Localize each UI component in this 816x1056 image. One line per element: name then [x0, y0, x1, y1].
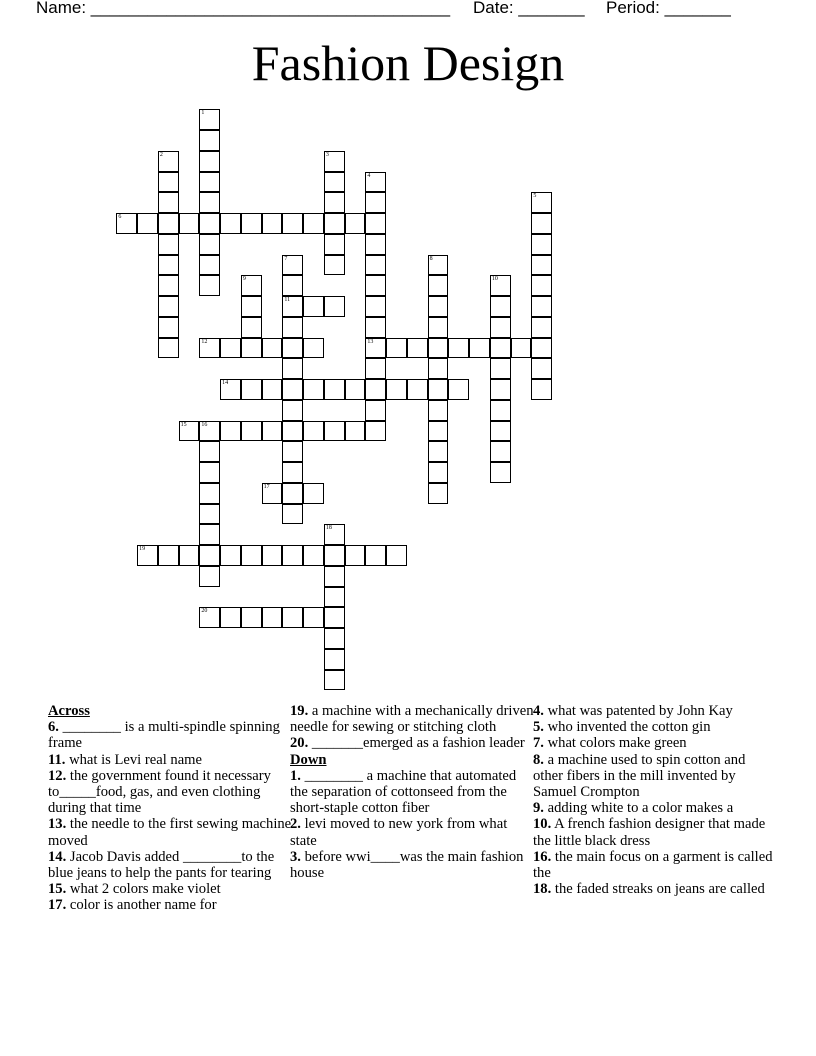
clue-number: 18 — [325, 525, 332, 532]
crossword-cell[interactable] — [282, 483, 303, 504]
clue-number: 13. — [48, 816, 67, 833]
name-field[interactable]: Name: ______________________________________ — [36, 0, 451, 17]
clue-across — [48, 719, 293, 751]
crossword-cell[interactable] — [303, 545, 324, 566]
crossword-cell[interactable] — [490, 358, 511, 379]
clue-number: 15 — [180, 421, 187, 428]
crossword-cell[interactable] — [199, 338, 220, 359]
crossword-cell[interactable] — [365, 255, 386, 276]
clue-text: the needle to the first sewing machine moved — [48, 816, 292, 849]
clue-down — [533, 752, 773, 801]
crossword-cell[interactable] — [282, 462, 303, 483]
crossword-cell[interactable] — [241, 213, 262, 234]
clue-number: 2. — [290, 816, 301, 833]
crossword-cell[interactable] — [469, 338, 490, 359]
crossword-cell[interactable] — [386, 545, 407, 566]
crossword-cell[interactable] — [158, 296, 179, 317]
crossword-cell[interactable] — [324, 192, 345, 213]
crossword-cell[interactable] — [531, 358, 552, 379]
crossword-cell[interactable] — [365, 317, 386, 338]
clue-number: 14. — [48, 848, 67, 865]
crossword-cell[interactable] — [262, 379, 283, 400]
clue-number: 11. — [48, 751, 66, 768]
down-heading: Down — [290, 751, 327, 768]
crossword-cell[interactable] — [324, 379, 345, 400]
crossword-cell[interactable] — [428, 338, 449, 359]
crossword-cell[interactable] — [448, 379, 469, 400]
clue-number: 12. — [48, 767, 67, 784]
crossword-cell[interactable] — [158, 275, 179, 296]
crossword-cell[interactable] — [262, 421, 283, 442]
crossword-cell[interactable] — [531, 234, 552, 255]
clue-number: 6 — [118, 214, 122, 221]
crossword-cell[interactable] — [303, 421, 324, 442]
clue-text: who invented the cotton gin — [543, 719, 711, 736]
crossword-cell[interactable] — [345, 545, 366, 566]
clue-number: 9. — [533, 800, 544, 817]
crossword-cell[interactable] — [158, 234, 179, 255]
crossword-cell[interactable] — [324, 151, 345, 172]
clue-number: 1 — [201, 110, 205, 117]
crossword-cell[interactable] — [282, 504, 303, 525]
crossword-cell[interactable] — [511, 338, 532, 359]
clue-number: 16. — [533, 848, 552, 865]
crossword-cell[interactable] — [199, 255, 220, 276]
crossword-cell[interactable] — [448, 338, 469, 359]
crossword-cell[interactable] — [262, 545, 283, 566]
crossword-cell[interactable] — [199, 192, 220, 213]
crossword-cell[interactable] — [199, 524, 220, 545]
crossword-cell[interactable] — [158, 255, 179, 276]
clue-across — [48, 849, 293, 881]
crossword-cell[interactable] — [365, 400, 386, 421]
crossword-cell[interactable] — [241, 338, 262, 359]
clue-down — [533, 735, 773, 751]
clue-text: levi moved to new york from what state — [290, 816, 508, 849]
crossword-cell[interactable] — [407, 379, 428, 400]
crossword-cell[interactable] — [428, 379, 449, 400]
crossword-cell[interactable] — [531, 379, 552, 400]
crossword-cell[interactable] — [324, 172, 345, 193]
clue-number: 18. — [533, 881, 552, 898]
crossword-cell[interactable] — [324, 255, 345, 276]
crossword-cell[interactable] — [386, 379, 407, 400]
clue-column-3 — [533, 703, 773, 897]
crossword-cell[interactable] — [137, 545, 158, 566]
crossword-cell[interactable] — [158, 192, 179, 213]
clue-number: 4. — [533, 703, 544, 719]
crossword-cell[interactable] — [345, 379, 366, 400]
crossword-cell[interactable] — [490, 462, 511, 483]
crossword-cell[interactable] — [324, 545, 345, 566]
crossword-cell[interactable] — [158, 151, 179, 172]
crossword-cell[interactable] — [282, 607, 303, 628]
crossword-cell[interactable] — [282, 275, 303, 296]
crossword-cell[interactable] — [490, 338, 511, 359]
clue-number: 16 — [201, 421, 208, 428]
crossword-cell[interactable] — [282, 421, 303, 442]
clue-number: 5 — [533, 193, 537, 200]
crossword-cell[interactable] — [262, 213, 283, 234]
crossword-cell[interactable] — [199, 462, 220, 483]
clue-down — [533, 719, 773, 735]
clue-text: adding white to a color makes a — [543, 800, 734, 817]
clue-number: 12 — [201, 338, 208, 345]
crossword-cell[interactable] — [158, 338, 179, 359]
crossword-cell[interactable] — [303, 483, 324, 504]
crossword-cell[interactable] — [199, 607, 220, 628]
page-title: Fashion Design — [251, 35, 565, 91]
crossword-cell[interactable] — [324, 566, 345, 587]
crossword-cell[interactable] — [303, 296, 324, 317]
crossword-cell[interactable] — [262, 607, 283, 628]
clue-text: what was patented by John Kay — [543, 703, 733, 719]
clue-down — [290, 768, 535, 817]
crossword-cell[interactable] — [220, 545, 241, 566]
crossword-cell[interactable] — [531, 192, 552, 213]
clue-text: the main focus on a garment is called the — [533, 848, 773, 882]
crossword-cell[interactable] — [282, 296, 303, 317]
crossword-cell[interactable] — [324, 587, 345, 608]
clue-across — [48, 752, 293, 768]
crossword-cell[interactable] — [531, 317, 552, 338]
crossword-cell[interactable] — [365, 545, 386, 566]
crossword-cell[interactable] — [116, 213, 137, 234]
clue-text: what is Levi real name — [65, 751, 202, 768]
crossword-cell[interactable] — [199, 441, 220, 462]
crossword-cell[interactable] — [428, 462, 449, 483]
clue-number: 8. — [533, 751, 544, 768]
crossword-cell[interactable] — [365, 338, 386, 359]
clue-column-1 — [48, 703, 293, 914]
crossword-cell[interactable] — [365, 234, 386, 255]
crossword-cell[interactable] — [490, 275, 511, 296]
clue-down — [290, 849, 535, 881]
clue-down — [290, 816, 535, 848]
crossword-cell[interactable] — [199, 566, 220, 587]
clue-down — [533, 816, 773, 848]
crossword-cell[interactable] — [365, 379, 386, 400]
clue-number: 19. — [290, 703, 309, 719]
crossword-cell[interactable] — [407, 338, 428, 359]
clue-text: color is another name for — [66, 897, 217, 914]
crossword-cell[interactable] — [428, 255, 449, 276]
crossword-cell[interactable] — [324, 421, 345, 442]
crossword-cell[interactable] — [199, 130, 220, 151]
crossword-cell[interactable] — [531, 255, 552, 276]
clue-number: 14 — [222, 380, 229, 387]
crossword-cell[interactable] — [241, 421, 262, 442]
clue-number: 6. — [48, 719, 59, 736]
crossword-cell[interactable] — [199, 275, 220, 296]
clue-text: ________ a machine that automated the separation of cottonseed from the short-staple cotton fiber — [290, 767, 517, 817]
crossword-cell[interactable] — [531, 275, 552, 296]
crossword-cell[interactable] — [282, 441, 303, 462]
crossword-cell[interactable] — [282, 379, 303, 400]
clue-number: 3 — [325, 151, 329, 158]
crossword-cell[interactable] — [282, 545, 303, 566]
clue-number: 15. — [48, 881, 67, 898]
crossword-cell[interactable] — [365, 192, 386, 213]
clue-text: ________ is a multi-spindle spinning frame — [48, 719, 280, 752]
crossword-cell[interactable] — [324, 607, 345, 628]
crossword-cell[interactable] — [324, 234, 345, 255]
crossword-cell[interactable] — [428, 441, 449, 462]
crossword-cell[interactable] — [303, 607, 324, 628]
clue-number: 17 — [263, 483, 270, 490]
crossword-cell[interactable] — [324, 213, 345, 234]
crossword-cell[interactable] — [428, 275, 449, 296]
crossword-cell[interactable] — [179, 213, 200, 234]
clue-number: 10. — [533, 816, 552, 833]
crossword-cell[interactable] — [490, 400, 511, 421]
clue-text: the faded streaks on jeans are called — [551, 881, 765, 898]
crossword-cell[interactable] — [428, 483, 449, 504]
clue-text: what 2 colors make violet — [66, 881, 221, 898]
clue-text: the government found it necessary to_____food, gas, and even clothing during that time — [48, 767, 271, 817]
crossword-cell[interactable] — [179, 545, 200, 566]
clue-number: 19 — [139, 546, 146, 553]
crossword-cell[interactable] — [282, 255, 303, 276]
crossword-cell[interactable] — [324, 524, 345, 545]
clue-down — [533, 703, 773, 719]
clue-number: 11 — [284, 297, 291, 304]
crossword-cell[interactable] — [428, 296, 449, 317]
crossword-cell[interactable] — [365, 296, 386, 317]
clue-across — [48, 897, 293, 913]
clue-across — [290, 735, 535, 751]
clue-down — [533, 800, 773, 816]
crossword-cell[interactable] — [262, 483, 283, 504]
crossword-cell[interactable] — [262, 338, 283, 359]
clue-number: 20 — [201, 608, 208, 615]
crossword-cell[interactable] — [220, 421, 241, 442]
crossword-cell[interactable] — [345, 213, 366, 234]
crossword-cell[interactable] — [199, 421, 220, 442]
crossword-cell[interactable] — [282, 317, 303, 338]
crossword-cell[interactable] — [303, 338, 324, 359]
crossword-cell[interactable] — [490, 296, 511, 317]
crossword-cell[interactable] — [490, 421, 511, 442]
across-heading: Across — [48, 703, 90, 719]
clue-across — [48, 816, 293, 848]
crossword-cell[interactable] — [241, 545, 262, 566]
clue-number: 7 — [284, 255, 288, 262]
clue-text: _______emerged as a fashion leader — [308, 735, 525, 752]
crossword-cell[interactable] — [220, 607, 241, 628]
clue-text: A french fashion designer that made the little black dress — [533, 816, 766, 849]
crossword-cell[interactable] — [137, 213, 158, 234]
clue-number: 3. — [290, 848, 301, 865]
crossword-cell[interactable] — [428, 317, 449, 338]
crossword-cell[interactable] — [531, 338, 552, 359]
crossword-cell[interactable] — [428, 358, 449, 379]
crossword-cell[interactable] — [282, 338, 303, 359]
crossword-cell[interactable] — [199, 545, 220, 566]
crossword-cell[interactable] — [220, 379, 241, 400]
crossword-cell[interactable] — [199, 483, 220, 504]
clue-number: 20. — [290, 735, 309, 752]
crossword-cell[interactable] — [199, 234, 220, 255]
clue-down — [533, 849, 773, 881]
crossword-cell[interactable] — [158, 213, 179, 234]
crossword-cell[interactable] — [199, 151, 220, 172]
clue-down — [533, 881, 773, 897]
crossword-cell[interactable] — [365, 275, 386, 296]
clue-text: before wwi____was the main fashion house — [290, 848, 524, 882]
crossword-cell[interactable] — [282, 213, 303, 234]
crossword-cell[interactable] — [241, 275, 262, 296]
clue-number: 5. — [533, 719, 544, 736]
crossword-cell[interactable] — [158, 172, 179, 193]
crossword-cell[interactable] — [179, 421, 200, 442]
period-field[interactable]: Period: _______ — [606, 0, 731, 17]
clue-across — [48, 881, 293, 897]
clue-column-2 — [290, 703, 535, 881]
crossword-cell[interactable] — [365, 421, 386, 442]
crossword-cell[interactable] — [324, 649, 345, 670]
crossword-cell[interactable] — [428, 400, 449, 421]
crossword-cell[interactable] — [365, 213, 386, 234]
clue-across — [290, 703, 535, 735]
crossword-cell[interactable] — [324, 670, 345, 691]
crossword-cell[interactable] — [158, 545, 179, 566]
crossword-cell[interactable] — [241, 296, 262, 317]
crossword-cell[interactable] — [386, 338, 407, 359]
crossword-cell[interactable] — [490, 441, 511, 462]
clue-text: Jacob Davis added ________to the blue jeans to help the pants for tearing — [48, 848, 275, 882]
crossword-cell[interactable] — [199, 172, 220, 193]
crossword-cell[interactable] — [303, 213, 324, 234]
crossword-cell[interactable] — [345, 421, 366, 442]
clue-across — [48, 768, 293, 817]
crossword-cell[interactable] — [282, 400, 303, 421]
crossword-cell[interactable] — [428, 421, 449, 442]
clue-number: 10 — [491, 276, 498, 283]
crossword-cell[interactable] — [324, 628, 345, 649]
clue-text: what colors make green — [543, 735, 687, 752]
clue-number: 2 — [159, 151, 163, 158]
clue-text: a machine used to spin cotton and other fibers in the mill invented by Samuel Crompton — [533, 751, 746, 801]
crossword-cell[interactable] — [490, 317, 511, 338]
crossword-cell[interactable] — [282, 358, 303, 379]
clue-number: 7. — [533, 735, 544, 752]
crossword-cell[interactable] — [490, 379, 511, 400]
crossword-cell[interactable] — [220, 338, 241, 359]
crossword-cell[interactable] — [241, 379, 262, 400]
crossword-cell[interactable] — [365, 358, 386, 379]
crossword-cell[interactable] — [199, 213, 220, 234]
crossword-cell[interactable] — [241, 317, 262, 338]
crossword-cell[interactable] — [158, 317, 179, 338]
clue-number: 8 — [429, 255, 433, 262]
crossword-cell[interactable] — [241, 607, 262, 628]
crossword-cell[interactable] — [531, 296, 552, 317]
crossword-cell[interactable] — [199, 109, 220, 130]
crossword-cell[interactable] — [324, 296, 345, 317]
clue-number: 9 — [242, 276, 246, 283]
crossword-cell[interactable] — [531, 213, 552, 234]
clue-number: 4 — [367, 172, 371, 179]
crossword-cell[interactable] — [199, 504, 220, 525]
crossword-cell[interactable] — [303, 379, 324, 400]
crossword-cell[interactable] — [220, 213, 241, 234]
clue-number: 1. — [290, 767, 301, 784]
clue-number: 13 — [367, 338, 374, 345]
crossword-cell[interactable] — [365, 172, 386, 193]
clue-text: a machine with a mechanically driven needle for sewing or stitching cloth — [290, 703, 534, 736]
date-field[interactable]: Date: _______ — [473, 0, 585, 17]
clue-number: 17. — [48, 897, 67, 914]
